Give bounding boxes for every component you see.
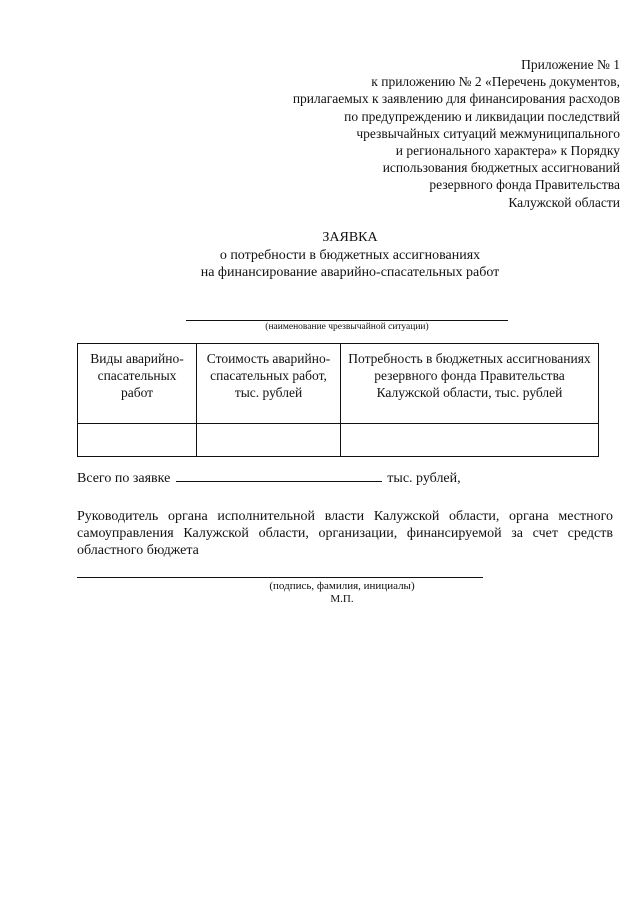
appendix-line: Калужской области [508, 194, 620, 210]
appendix-line: использования бюджетных ассигнований [382, 160, 620, 176]
situation-name-caption: (наименование чрезвычайной ситуации) [265, 322, 429, 332]
total-unit: тыс. рублей, [387, 471, 461, 486]
signature-caption: (подпись, фамилия, инициалы) [269, 580, 415, 592]
title-heading: ЗАЯВКА [322, 230, 378, 245]
head-organization-text: Руководитель органа исполнительной власти Калужской области, органа местного самоуправления Калужской области, организации, финансируемой за счет средств областного бюджета [77, 509, 613, 558]
table-row [78, 424, 599, 457]
works-table [77, 343, 599, 457]
appendix-line: по предупреждению и ликвидации последствий [344, 108, 620, 124]
column-header-fund-need: Потребность в бюджетных ассигнованиях резервного фонда Правительства Калужской области, тыс. рублей [341, 344, 599, 424]
appendix-line: Приложение № 1 [521, 57, 620, 72]
appendix-line: к приложению № 2 «Перечень документов, [371, 74, 620, 90]
table-cell-fund-need[interactable] [341, 424, 599, 457]
table-cell-work-cost[interactable] [197, 424, 341, 457]
appendix-line: и регионального характера» к Порядку [395, 143, 620, 159]
total-label: Всего по заявке [77, 471, 171, 486]
appendix-line: резервного фонда Правительства [429, 177, 620, 193]
total-line [77, 469, 617, 487]
title-line-2: на финансирование аварийно-спасательных работ [200, 265, 500, 280]
total-amount-blank[interactable] [176, 469, 382, 482]
column-header-work-types: Виды аварийно-спасательных работ [78, 344, 197, 424]
title-line-1: о потребности в бюджетных ассигнованиях [219, 247, 481, 263]
document-title [0, 229, 640, 282]
table-header-row [78, 344, 599, 424]
seal-mark: М.П. [330, 593, 354, 605]
column-header-work-cost: Стоимость аварийно-спасательных работ, тыс. рублей [197, 344, 341, 424]
appendix-header [200, 56, 620, 211]
appendix-line: чрезвычайных ситуаций межмуниципального [356, 125, 620, 141]
situation-name-line[interactable] [186, 320, 508, 321]
table-cell-work-types[interactable] [78, 424, 197, 457]
signature-line[interactable] [77, 577, 483, 578]
appendix-line: прилагаемых к заявлению для финансирования расходов [292, 91, 620, 107]
